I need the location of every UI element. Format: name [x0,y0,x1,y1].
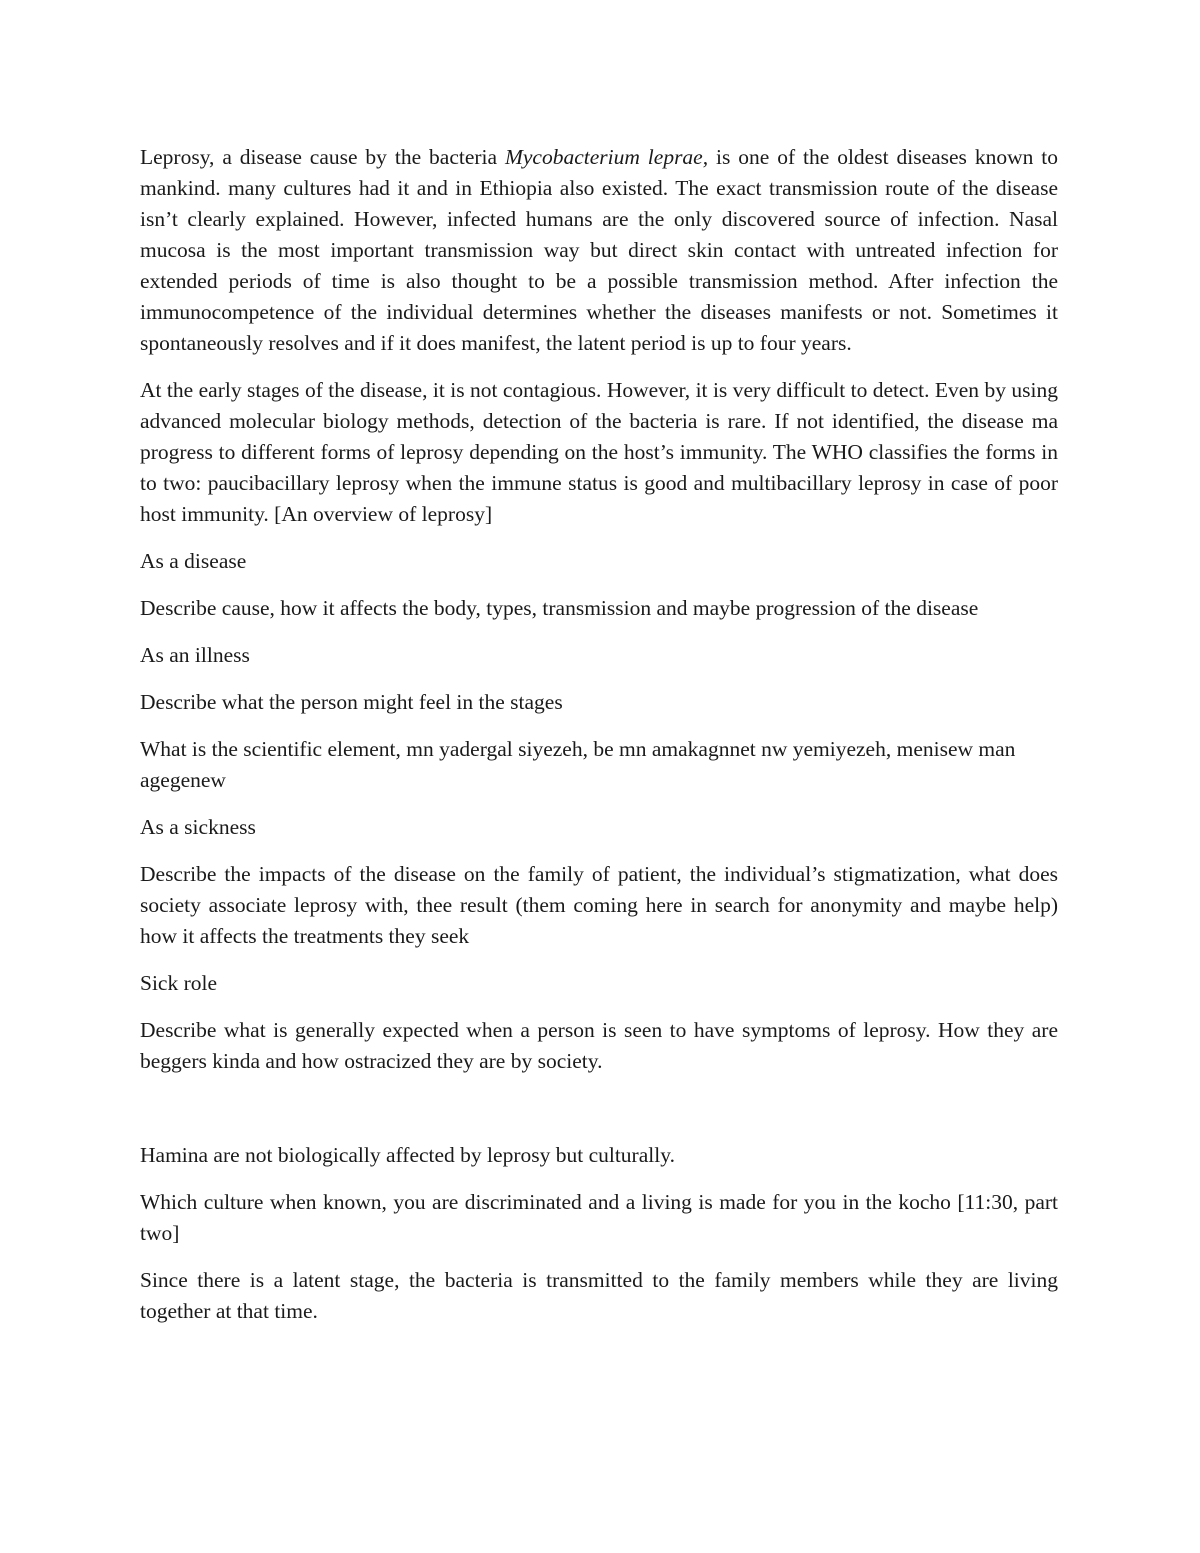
hamina-paragraph: Hamina are not biologically affected by leprosy but culturally. [140,1143,675,1167]
heading-sick-role: Sick role [140,971,218,995]
blank-line [140,1093,1058,1140]
heading-as-a-sickness: As a sickness [140,815,256,839]
intro-paragraph [140,142,1058,359]
intro-text-rest: is one of the oldest diseases known to mankind. many cultures had it and in Ethiopia also existed. The exact transmission route of the disease isn’t clearly explained. However, infected humans are the only discovered source of infection. Nasal mucosa is the most important transmission way but direct skin contact with untreated infection for extended periods of time is also thought to be a possible transmission method. After infection the immunocompetence of the individual determines whether the diseases manifests or not. Sometimes it spontaneously resolves and if it does manifest, the latent period is up to four years. [140,145,1058,355]
document-page [140,142,1058,1343]
latent-stage-paragraph: Since there is a latent stage, the bacteria is transmitted to the family members while they are living together at that time. [140,1268,1058,1323]
sickness-description: Describe the impacts of the disease on the family of patient, the individual’s stigmatization, what does society associate leprosy with, thee result (them coming here in search for anonymity and maybe help) how it affects the treatments they seek [140,862,1058,948]
heading-as-an-illness: As an illness [140,643,250,667]
disease-description: Describe cause, how it affects the body, types, transmission and maybe progression of the disease [140,596,979,620]
intro-text-start: Leprosy, a disease cause by the bacteria [140,145,505,169]
heading-as-a-disease: As a disease [140,549,247,573]
early-stages-paragraph: At the early stages of the disease, it is not contagious. However, it is very difficult to detect. Even by using advanced molecular biology methods, detection of the bacteria is rare. If not identified, the disease ma progress to different forms of leprosy depending on the host’s immunity. The WHO classifies the forms in to two: paucibacillary leprosy when the immune status is good and multibacillary leprosy in case of poor host immunity. [An overview of leprosy] [140,378,1058,526]
species-name: Mycobacterium leprae, [504,145,709,169]
illness-description: Describe what the person might feel in the stages [140,690,563,714]
culture-paragraph: Which culture when known, you are discriminated and a living is made for you in the kocho [11:30, part two] [140,1190,1058,1245]
scientific-element-question: What is the scientific element, mn yadergal siyezeh, be mn amakagnnet nw yemiyezeh, menisew man agegenew [140,737,1016,792]
sick-role-description: Describe what is generally expected when a person is seen to have symptoms of leprosy. How they are beggers kinda and how ostracized they are by society. [140,1018,1058,1073]
